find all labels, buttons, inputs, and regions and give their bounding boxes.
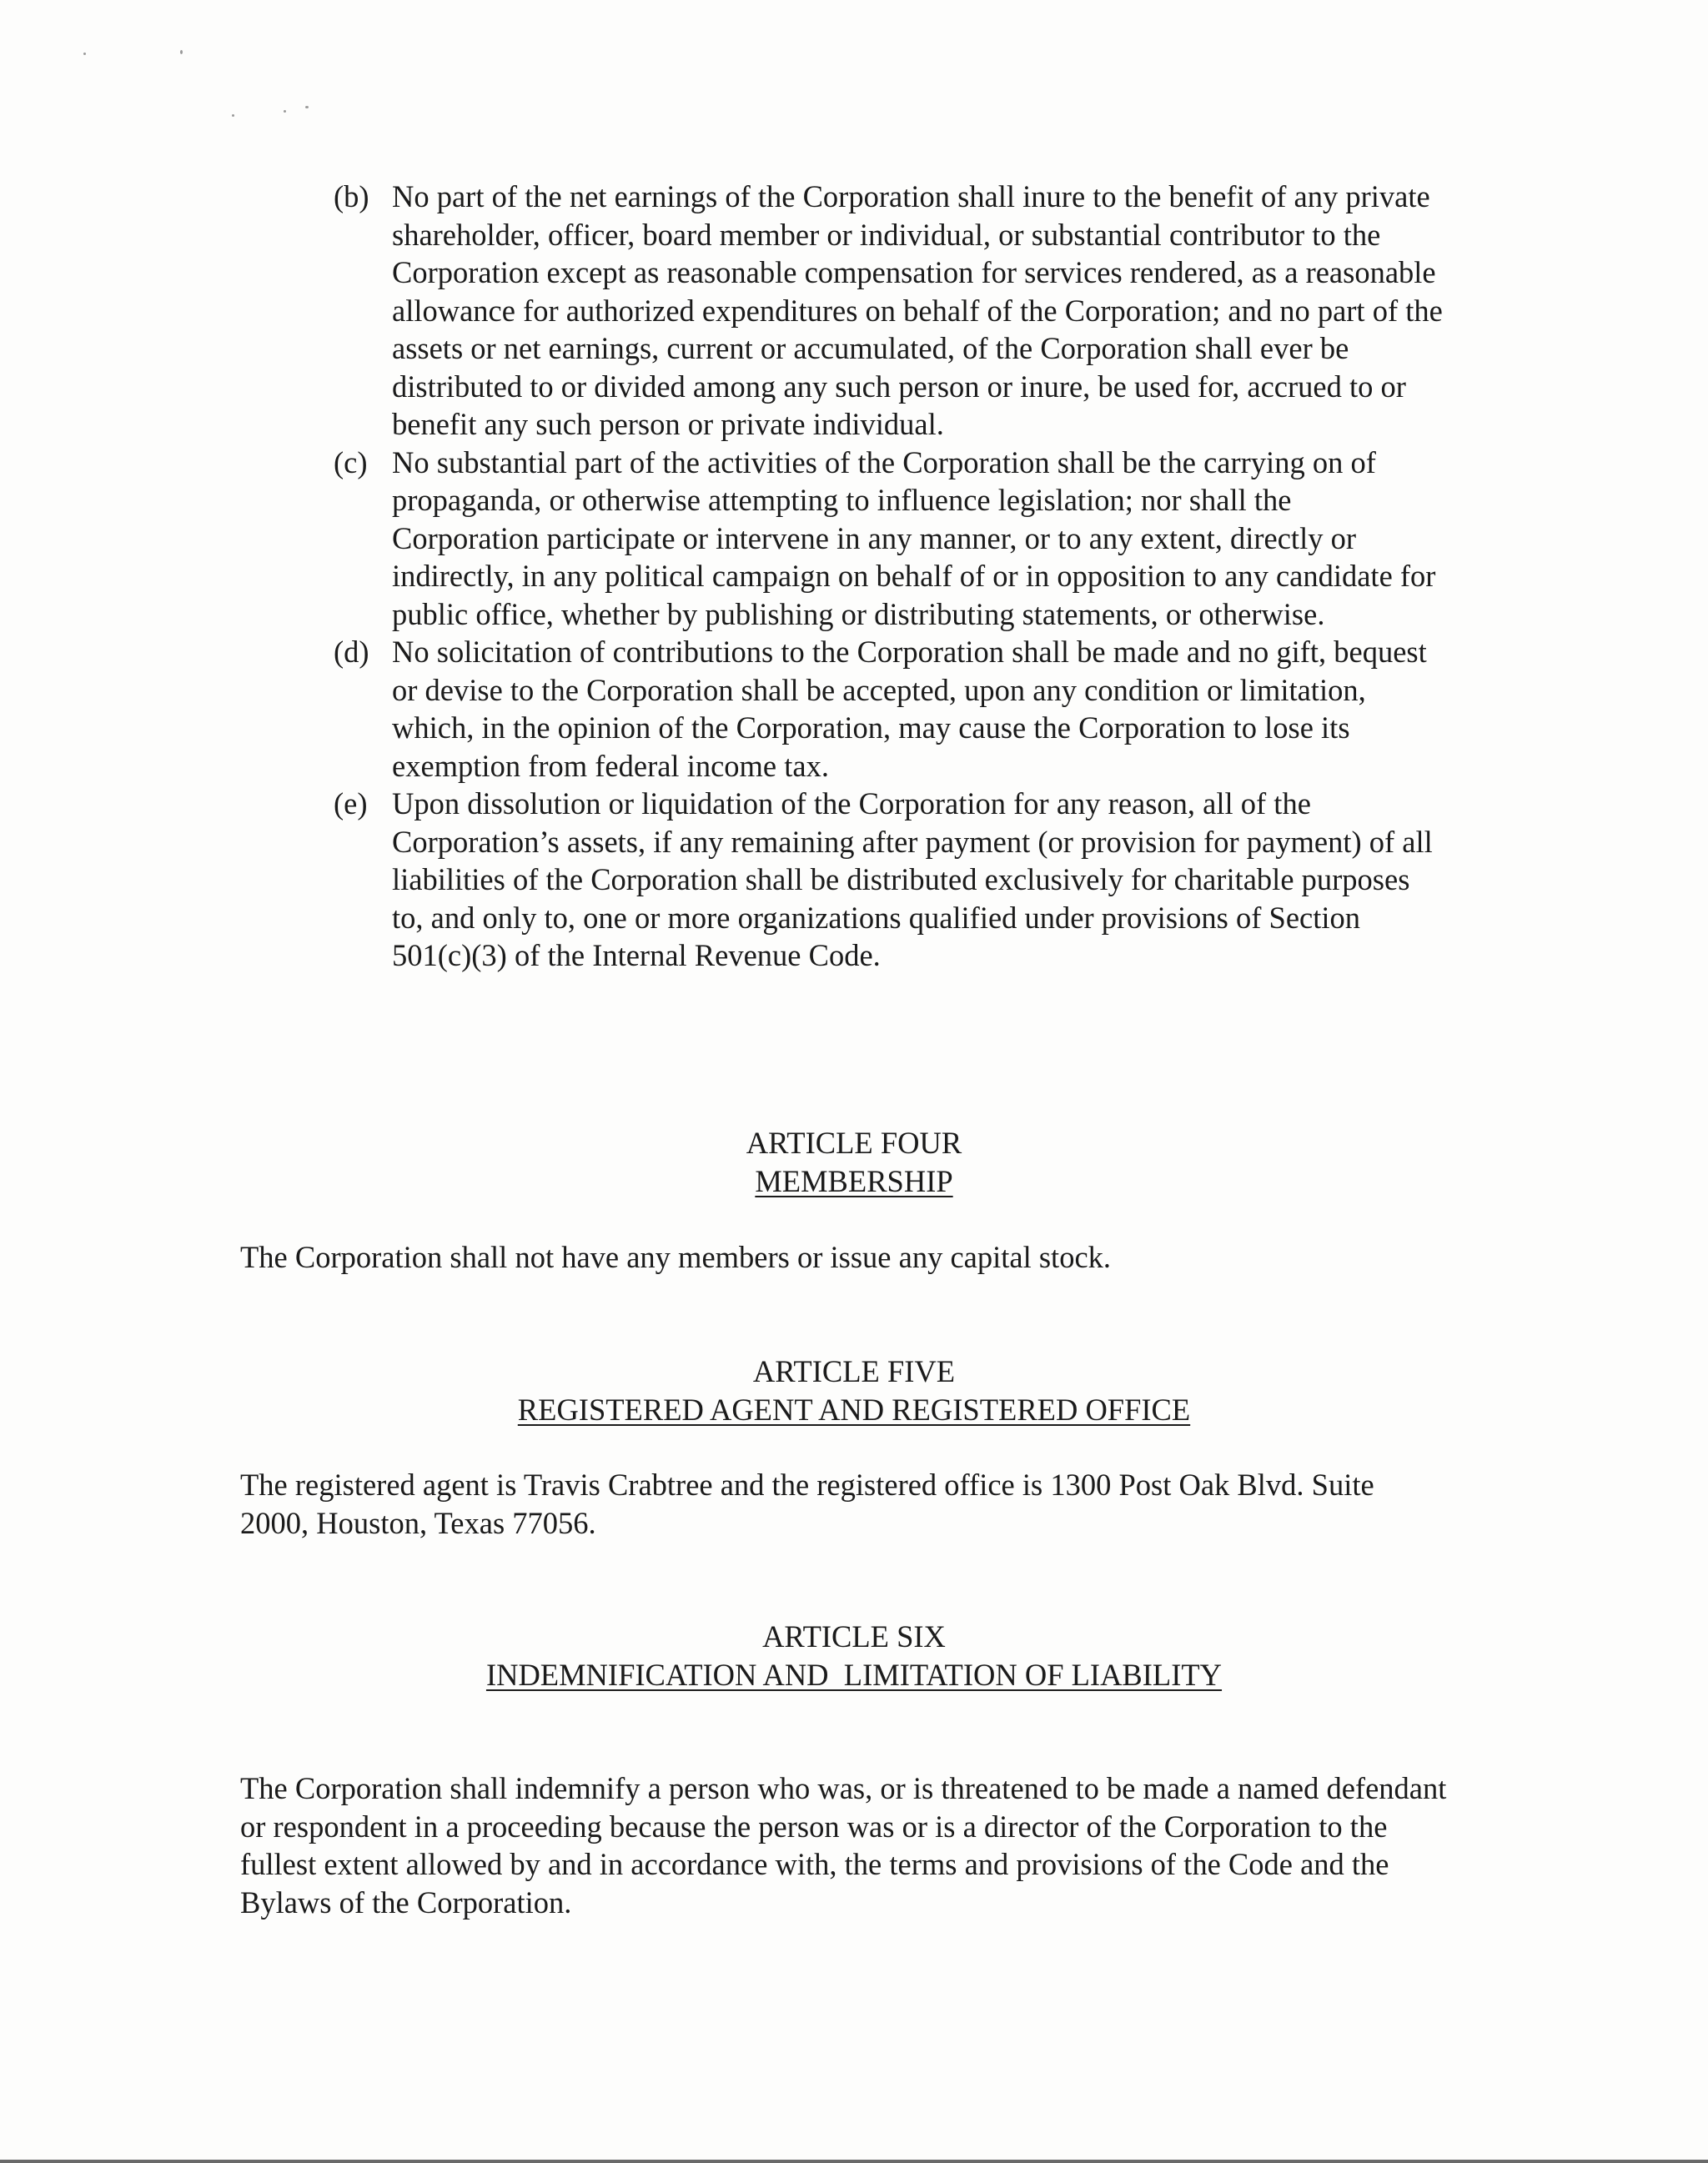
provision-label: (c) xyxy=(334,444,368,479)
scan-speck xyxy=(180,50,183,54)
provision-b xyxy=(334,178,1443,444)
article-four-subheading: MEMBERSHIP xyxy=(755,1163,953,1198)
article-five-body: The registered agent is Travis Crabtree and the registered office is 1300 Post Oak Blvd. Suite 2000, Houston, Texas 77056. xyxy=(240,1468,1374,1540)
article-six-heading-block xyxy=(0,1618,1708,1694)
scan-speck xyxy=(232,114,234,117)
article-four-body: The Corporation shall not have any members or issue any capital stock. xyxy=(240,1240,1112,1274)
article-five-subheading: REGISTERED AGENT AND REGISTERED OFFICE xyxy=(517,1392,1191,1427)
provision-label: (b) xyxy=(334,179,369,213)
provision-d xyxy=(334,633,1443,785)
provision-label: (e) xyxy=(334,786,368,821)
article-three-provisions xyxy=(334,178,1443,975)
article-six-heading: ARTICLE SIX xyxy=(762,1619,946,1654)
provision-e xyxy=(334,785,1443,975)
provision-text: No part of the net earnings of the Corporation shall inure to the benefit of any private shareholder, officer, board member or individual, or substantial contributor to the Corporation except as reasonable compensation for services rendered, as a reasonable allowance for authorized expenditures on behalf of the Corporation; and no part of the assets or net earnings, current or accumulated, of the Corporation shall ever be distributed to or divided among any such person or inure, be used for, accrued to or benefit any such person or private individual. xyxy=(392,179,1443,441)
scan-speck xyxy=(305,106,309,108)
article-five-heading: ARTICLE FIVE xyxy=(752,1354,956,1388)
provision-label: (d) xyxy=(334,635,369,669)
scan-bottom-edge xyxy=(0,2160,1708,2163)
provision-text: Upon dissolution or liquidation of the Corporation for any reason, all of the Corporation’s assets, if any remaining after payment (or provision for payment) of all liabilities of the Corporation shall be distributed exclusively for charitable purposes to, and only to, one or more organizations qualified under provisions of Section 501(c)(3) of the Internal Revenue Code. xyxy=(392,786,1433,972)
provision-text: No solicitation of contributions to the Corporation shall be made and no gift, bequest or devise to the Corporation shall be accepted, upon any condition or limitation, which, in the opinion of the Corporation, may cause the Corporation to lose its exemption from federal income tax. xyxy=(392,635,1427,783)
scan-speck xyxy=(83,53,86,55)
scan-speck xyxy=(284,110,286,113)
article-five-heading-block xyxy=(0,1353,1708,1428)
article-six-body: The Corporation shall indemnify a person who was, or is threatened to be made a named defendant or respondent in a proceeding because the person was or is a director of the Corporation to the fullest extent allowed by and in accordance with, the terms and provisions of the Code and the Bylaws of the Corporation. xyxy=(240,1771,1447,1920)
article-six-subheading: INDEMNIFICATION AND LIMITATION OF LIABILITY xyxy=(485,1657,1223,1692)
article-four-heading: ARTICLE FOUR xyxy=(746,1126,962,1160)
provision-text: No substantial part of the activities of the Corporation shall be the carrying on of propaganda, or otherwise attempting to influence legislation; nor shall the Corporation participate or intervene in any manner, or to any extent, directly or indirectly, in any political campaign on behalf of or in opposition to any candidate for public office, whether by publishing or distributing statements, or otherwise. xyxy=(392,444,1436,631)
provision-c xyxy=(334,444,1443,634)
article-four-heading-block xyxy=(0,1124,1708,1200)
